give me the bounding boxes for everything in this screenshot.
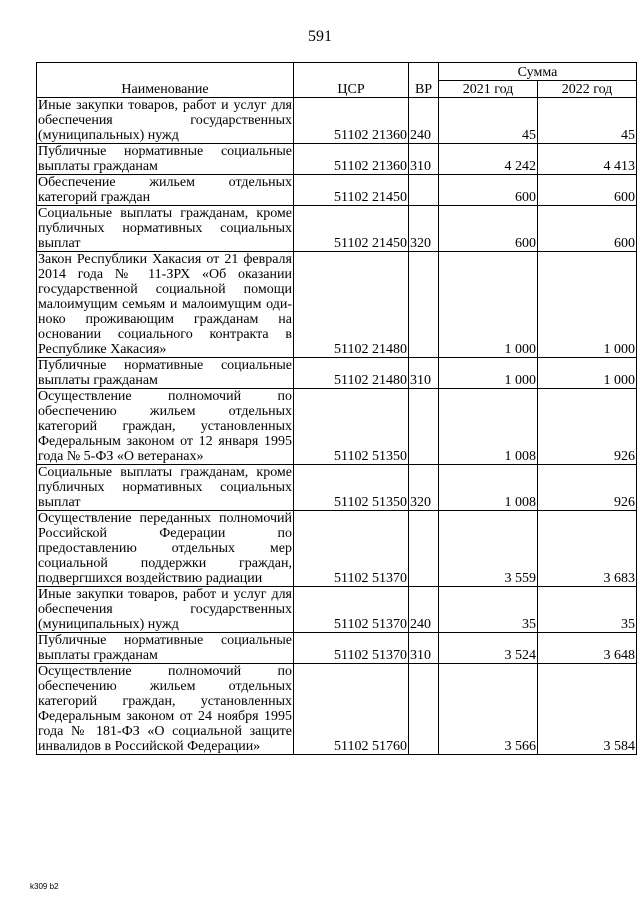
row-name: Закон Республики Хакасия от 21 февраля 2014 года № 11-ЗРХ «Об оказании государственной социальной помощи малоимущим семьям и малоимущим одиноко проживающим гражданам на основании социального контракта в Республике Хакасия» bbox=[38, 252, 292, 357]
row-sum-2021: 600 bbox=[439, 175, 538, 206]
row-csr: 51102 51370 bbox=[294, 587, 409, 633]
row-sum-2021: 3 566 bbox=[439, 664, 538, 755]
row-sum-2022: 1 000 bbox=[538, 252, 637, 358]
table-row bbox=[37, 389, 637, 465]
row-sum-2022: 4 413 bbox=[538, 144, 637, 175]
row-sum-2022: 3 683 bbox=[538, 511, 637, 587]
row-name: Иные закупки товаров, работ и услуг для обеспечения государственных (муниципальных) нужд bbox=[38, 98, 292, 143]
row-sum-2022: 926 bbox=[538, 389, 637, 465]
table-row bbox=[37, 98, 637, 144]
row-vr: 310 bbox=[409, 633, 439, 664]
table-row bbox=[37, 252, 637, 358]
table-row bbox=[37, 465, 637, 511]
row-sum-2021: 45 bbox=[439, 98, 538, 144]
table-row bbox=[37, 587, 637, 633]
page-number: 591 bbox=[308, 28, 332, 45]
row-sum-2021: 35 bbox=[439, 587, 538, 633]
row-sum-2022: 45 bbox=[538, 98, 637, 144]
row-sum-2021: 4 242 bbox=[439, 144, 538, 175]
row-sum-2022: 926 bbox=[538, 465, 637, 511]
row-vr: 320 bbox=[409, 206, 439, 252]
table-row bbox=[37, 358, 637, 389]
header-sum: Сумма bbox=[439, 63, 637, 81]
table-row bbox=[37, 144, 637, 175]
table-row bbox=[37, 633, 637, 664]
row-name: Иные закупки товаров, работ и услуг для обеспечения государственных (муниципальных) нужд bbox=[38, 587, 292, 632]
row-name: Социальные выплаты гражданам, кроме публичных нормативных социальных выплат bbox=[38, 465, 292, 510]
row-vr: 320 bbox=[409, 465, 439, 511]
row-name: Публичные нормативные социальные выплаты гражданам bbox=[38, 633, 292, 663]
row-sum-2021: 1 008 bbox=[439, 389, 538, 465]
row-name: Обеспечение жильем отдельных категорий граждан bbox=[38, 175, 292, 205]
row-name: Осуществление переданных полномочий Российской Федерации по предоставлению отдельных мер социальной поддержки граждан, подвергшихся воздействию радиации bbox=[38, 511, 292, 586]
header-csr: ЦСР bbox=[294, 63, 409, 98]
row-vr bbox=[409, 389, 439, 465]
header-year-2022: 2022 год bbox=[538, 80, 637, 98]
header-name: Наименование bbox=[37, 63, 294, 98]
row-csr: 51102 21480 bbox=[294, 358, 409, 389]
row-csr: 51102 51370 bbox=[294, 633, 409, 664]
budget-table bbox=[36, 62, 637, 755]
row-name: Осуществление полномочий по обеспечению жильем отдельных категорий граждан, установленных Федеральным законом от 24 ноября 1995 года № 181-ФЗ «О социальной защите инвалидов в Российской Федерации» bbox=[38, 664, 292, 754]
row-csr: 51102 51370 bbox=[294, 511, 409, 587]
row-vr: 240 bbox=[409, 587, 439, 633]
row-vr: 310 bbox=[409, 358, 439, 389]
row-sum-2021: 3 524 bbox=[439, 633, 538, 664]
row-csr: 51102 51350 bbox=[294, 465, 409, 511]
header-vr: ВР bbox=[409, 63, 439, 98]
row-vr bbox=[409, 664, 439, 755]
row-sum-2022: 1 000 bbox=[538, 358, 637, 389]
row-vr bbox=[409, 252, 439, 358]
table-row bbox=[37, 664, 637, 755]
table-body bbox=[37, 98, 637, 755]
table-row bbox=[37, 206, 637, 252]
row-sum-2021: 3 559 bbox=[439, 511, 538, 587]
row-name: Осуществление полномочий по обеспечению жильем отдельных категорий граждан, установленных Федеральным законом от 12 января 1995 года № 5-ФЗ «О ветеранах» bbox=[38, 389, 292, 464]
row-sum-2022: 35 bbox=[538, 587, 637, 633]
row-name: Социальные выплаты гражданам, кроме публичных нормативных социальных выплат bbox=[38, 206, 292, 251]
row-csr: 51102 51760 bbox=[294, 664, 409, 755]
row-csr: 51102 21450 bbox=[294, 175, 409, 206]
row-sum-2021: 600 bbox=[439, 206, 538, 252]
table-row bbox=[37, 511, 637, 587]
row-sum-2022: 3 584 bbox=[538, 664, 637, 755]
row-vr: 240 bbox=[409, 98, 439, 144]
row-csr: 51102 51350 bbox=[294, 389, 409, 465]
row-sum-2022: 600 bbox=[538, 175, 637, 206]
header-year-2021: 2021 год bbox=[439, 80, 538, 98]
row-vr bbox=[409, 175, 439, 206]
row-sum-2022: 600 bbox=[538, 206, 637, 252]
row-sum-2021: 1 008 bbox=[439, 465, 538, 511]
table-header bbox=[37, 63, 637, 98]
table-row bbox=[37, 175, 637, 206]
row-sum-2022: 3 648 bbox=[538, 633, 637, 664]
row-csr: 51102 21450 bbox=[294, 206, 409, 252]
row-sum-2021: 1 000 bbox=[439, 358, 538, 389]
footer-code: k309 b2 bbox=[30, 882, 59, 891]
row-vr: 310 bbox=[409, 144, 439, 175]
row-csr: 51102 21480 bbox=[294, 252, 409, 358]
row-name: Публичные нормативные социальные выплаты гражданам bbox=[38, 358, 292, 388]
row-name: Публичные нормативные социальные выплаты гражданам bbox=[38, 144, 292, 174]
row-vr bbox=[409, 511, 439, 587]
row-sum-2021: 1 000 bbox=[439, 252, 538, 358]
row-csr: 51102 21360 bbox=[294, 98, 409, 144]
row-csr: 51102 21360 bbox=[294, 144, 409, 175]
